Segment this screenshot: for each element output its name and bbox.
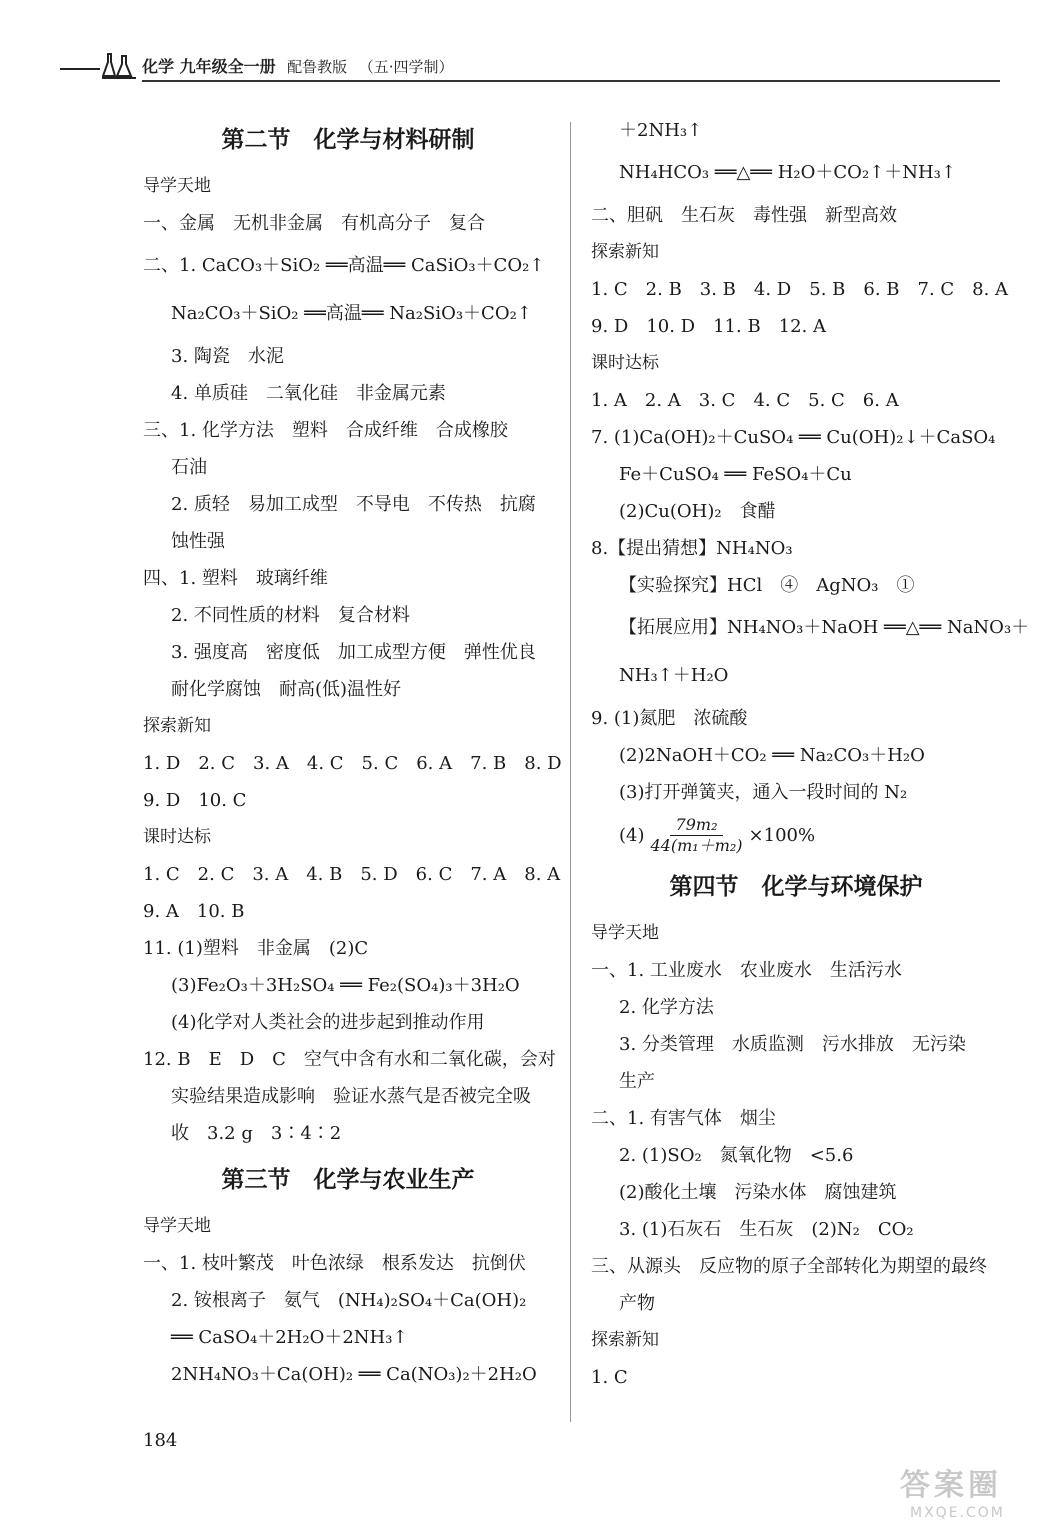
answer-line: NH₃↑＋H₂O <box>619 665 729 686</box>
answer-line: 9. A 10. B <box>143 901 245 922</box>
answer-line: 生产 <box>619 1071 655 1092</box>
answer-line: 11. (1)塑料 非金属 (2)C <box>143 938 369 959</box>
answer-line: 9. D 10. C <box>143 790 247 811</box>
answer-line: Na₂CO₃＋SiO₂ ══高温══ Na₂SiO₃＋CO₂↑ <box>171 303 532 324</box>
fraction-numerator: 79m₂ <box>670 815 724 836</box>
answer-line: 二、1. 有害气体 烟尘 <box>591 1108 776 1129</box>
answer-line: 12. B E D C 空气中含有水和二氧化碳，会对 <box>143 1049 556 1070</box>
answer-line: 3. (1)石灰石 生石灰 (2)N₂ CO₂ <box>619 1219 914 1240</box>
fraction-answer-line <box>591 811 1011 859</box>
answer-line: 1. D 2. C 3. A 4. C 5. C 6. A 7. B 8. D <box>143 753 562 774</box>
subsection-heading: 导学天地 <box>143 1216 211 1236</box>
answer-line: 2. (1)SO₂ 氮氧化物 <5.6 <box>619 1145 854 1166</box>
subsection-heading: 课时达标 <box>591 353 659 373</box>
subsection-heading: 导学天地 <box>591 923 659 943</box>
section-title: 第三节 化学与农业生产 <box>221 1167 475 1193</box>
answer-line: 7. (1)Ca(OH)₂＋CuSO₄ ══ Cu(OH)₂↓＋CaSO₄ <box>591 427 996 448</box>
answer-line: 【拓展应用】NH₄NO₃＋NaOH ══△══ NaNO₃＋ <box>619 617 1030 638</box>
subsection-heading: 探索新知 <box>591 242 659 262</box>
answer-line: 2. 铵根离子 氨气 (NH₄)₂SO₄＋Ca(OH)₂ <box>171 1290 527 1311</box>
answer-line: 四、1. 塑料 玻璃纤维 <box>143 568 328 589</box>
flask-logo-icon <box>102 52 138 84</box>
column-divider <box>570 122 571 1422</box>
header-left-rule <box>60 68 100 70</box>
answer-line: 一、1. 枝叶繁茂 叶色浓绿 根系发达 抗倒伏 <box>143 1253 526 1274</box>
watermark-logo <box>900 1468 1040 1528</box>
answer-line: 9. (1)氮肥 浓硫酸 <box>591 708 748 729</box>
answer-line: (2)Cu(OH)₂ 食醋 <box>619 501 776 522</box>
answer-line: 1. C 2. C 3. A 4. B 5. D 6. C 7. A 8. A <box>143 864 561 885</box>
answer-line: ══ CaSO₄＋2H₂O＋2NH₃↑ <box>171 1327 408 1348</box>
watermark-bottom: MXQE.COM <box>910 1505 1005 1521</box>
answer-line: (2)酸化土壤 污染水体 腐蚀建筑 <box>619 1182 897 1203</box>
fraction <box>649 815 745 856</box>
answer-line: 3. 分类管理 水质监测 污水排放 无污染 <box>619 1034 966 1055</box>
fraction-suffix: ×100% <box>748 824 816 846</box>
answer-line: 4. 单质硅 二氧化硅 非金属元素 <box>171 383 446 404</box>
answer-line: 2NH₄NO₃＋Ca(OH)₂ ══ Ca(NO₃)₂＋2H₂O <box>171 1364 537 1385</box>
answer-line: 2. 不同性质的材料 复合材料 <box>171 605 410 626</box>
answer-line: 二、胆矾 生石灰 毒性强 新型高效 <box>591 205 897 226</box>
header-book-title: 化学 九年级全一册 <box>142 57 276 76</box>
answer-line: ＋2NH₃↑ <box>619 120 703 141</box>
answer-line: 3. 强度高 密度低 加工成型方便 弹性优良 <box>171 642 536 663</box>
subsection-heading: 课时达标 <box>143 827 211 847</box>
subsection-heading: 探索新知 <box>143 716 211 736</box>
header-rule <box>142 80 1000 82</box>
subsection-heading: 导学天地 <box>143 176 211 196</box>
answer-line: (2)2NaOH＋CO₂ ══ Na₂CO₃＋H₂O <box>619 745 925 766</box>
section-title: 第二节 化学与材料研制 <box>221 127 475 153</box>
answer-line: 收 3.2 g 3∶4∶2 <box>171 1123 342 1144</box>
left-column <box>143 112 563 1393</box>
answer-line: 1. A 2. A 3. C 4. C 5. C 6. A <box>591 390 899 411</box>
watermark-top: 答案圈 <box>900 1468 1002 1503</box>
page-header <box>60 50 1000 90</box>
answer-line: 9. D 10. D 11. B 12. A <box>591 316 827 337</box>
answer-line: 三、从源头 反应物的原子全部转化为期望的最终 <box>591 1256 987 1277</box>
answer-line: (3)Fe₂O₃＋3H₂SO₄ ══ Fe₂(SO₄)₃＋3H₂O <box>171 975 520 996</box>
answer-line: 一、金属 无机非金属 有机高分子 复合 <box>143 213 485 234</box>
answer-line: 3. 陶瓷 水泥 <box>171 346 284 367</box>
answer-line: 2. 质轻 易加工成型 不导电 不传热 抗腐 <box>171 494 536 515</box>
fraction-denominator: 44(m₁＋m₂) <box>650 835 743 855</box>
answer-line: 一、1. 工业废水 农业废水 生活污水 <box>591 960 902 981</box>
answer-line: Fe＋CuSO₄ ══ FeSO₄＋Cu <box>619 464 852 485</box>
answer-line: 石油 <box>171 457 207 478</box>
header-title <box>142 54 454 77</box>
header-edition: 配鲁教版 <box>287 58 348 76</box>
answer-line: 二、1. CaCO₃＋SiO₂ ══高温══ CaSiO₃＋CO₂↑ <box>143 255 545 276</box>
answer-line: 三、1. 化学方法 塑料 合成纤维 合成橡胶 <box>143 420 508 441</box>
header-system: （五·四学制） <box>358 58 454 76</box>
answer-line: 实验结果造成影响 验证水蒸气是否被完全吸 <box>171 1086 531 1107</box>
answer-line: 蚀性强 <box>171 531 225 552</box>
answer-line: NH₄HCO₃ ══△══ H₂O＋CO₂↑＋NH₃↑ <box>619 162 956 183</box>
answer-line: (3)打开弹簧夹，通入一段时间的 N₂ <box>619 782 908 803</box>
answer-line: 【实验探究】HCl ④ AgNO₃ ① <box>619 575 915 596</box>
right-column <box>591 112 1030 1396</box>
answer-line: 耐化学腐蚀 耐高(低)温性好 <box>171 679 402 700</box>
answer-line: 1. C <box>591 1367 628 1388</box>
answer-line: 1. C 2. B 3. B 4. D 5. B 6. B 7. C 8. A <box>591 279 1009 300</box>
answer-line: 2. 化学方法 <box>619 997 714 1018</box>
fraction-prefix: (4) <box>619 824 645 846</box>
answer-line: 产物 <box>619 1293 655 1314</box>
page-number: 184 <box>143 1430 178 1451</box>
section-title: 第四节 化学与环境保护 <box>669 874 923 900</box>
subsection-heading: 探索新知 <box>591 1330 659 1350</box>
answer-line: 8.【提出猜想】NH₄NO₃ <box>591 538 793 559</box>
answer-line: (4)化学对人类社会的进步起到推动作用 <box>171 1012 485 1033</box>
